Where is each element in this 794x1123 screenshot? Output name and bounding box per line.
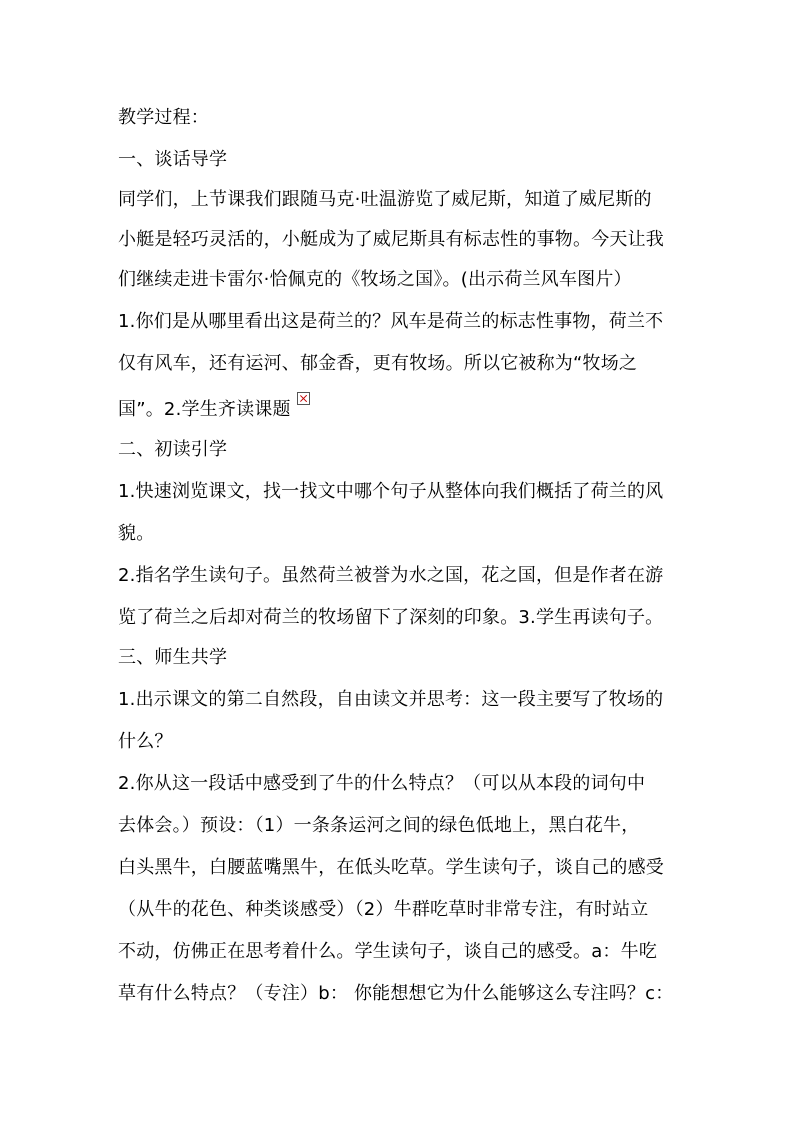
- text-line: 们继续走进卡雷尔·恰佩克的《牧场之国》。(出示荷兰风车图片）: [118, 269, 632, 290]
- section-heading-3: 三、师生共学: [118, 647, 228, 668]
- section-heading-2: 二、初读引学: [118, 439, 228, 460]
- text-line: 貌。: [118, 523, 155, 544]
- text-line: 草有什么特点？（专注）b： 你能想想它为什么能够这么专注吗？c：: [118, 983, 674, 1004]
- text-line: 国”。2.学生齐读课题: [118, 399, 291, 420]
- text-line: 2.指名学生读句子。虽然荷兰被誉为水之国，花之国，但是作者在游: [118, 565, 664, 586]
- text-line: 不动，仿佛正在思考着什么。学生读句子，谈自己的感受。a：牛吃: [118, 941, 658, 962]
- text-line: 1.你们是从哪里看出这是荷兰的？风车是荷兰的标志性事物，荷兰不: [118, 311, 664, 332]
- text-line: 小艇是轻巧灵活的，小艇成为了威尼斯具有标志性的事物。今天让我: [118, 229, 664, 250]
- text-line: 什么？: [118, 731, 173, 752]
- text-line-with-image: [118, 398, 678, 422]
- text-line: 白头黑牛，白腰蓝嘴黑牛，在低头吃草。学生读句子，谈自己的感受: [118, 857, 664, 878]
- text-line: 2.你从这一段话中感受到了牛的什么特点？（可以从本段的词句中: [118, 773, 646, 794]
- text-line: 1.出示课文的第二自然段，自由读文并思考：这一段主要写了牧场的: [118, 689, 664, 710]
- broken-image-icon: [297, 392, 310, 405]
- text-line: 览了荷兰之后却对荷兰的牧场留下了深刻的印象。3.学生再读句子。: [118, 607, 664, 628]
- text-line: 仅有风车，还有运河、郁金香，更有牧场。所以它被称为“牧场之: [118, 353, 638, 374]
- text-line: （从牛的花色、种类谈感受）（2）牛群吃草时非常专注，有时站立: [118, 899, 649, 920]
- text-line: 1.快速浏览课文，找一找文中哪个句子从整体向我们概括了荷兰的风: [118, 481, 664, 502]
- lesson-heading: 教学过程：: [118, 107, 209, 128]
- section-heading-1: 一、谈话导学: [118, 149, 228, 170]
- text-line: 去体会。）预设：（1）一条条运河之间的绿色低地上，黑白花牛，: [118, 815, 640, 836]
- text-line: 同学们，上节课我们跟随马克·吐温游览了威尼斯，知道了威尼斯的: [118, 189, 652, 210]
